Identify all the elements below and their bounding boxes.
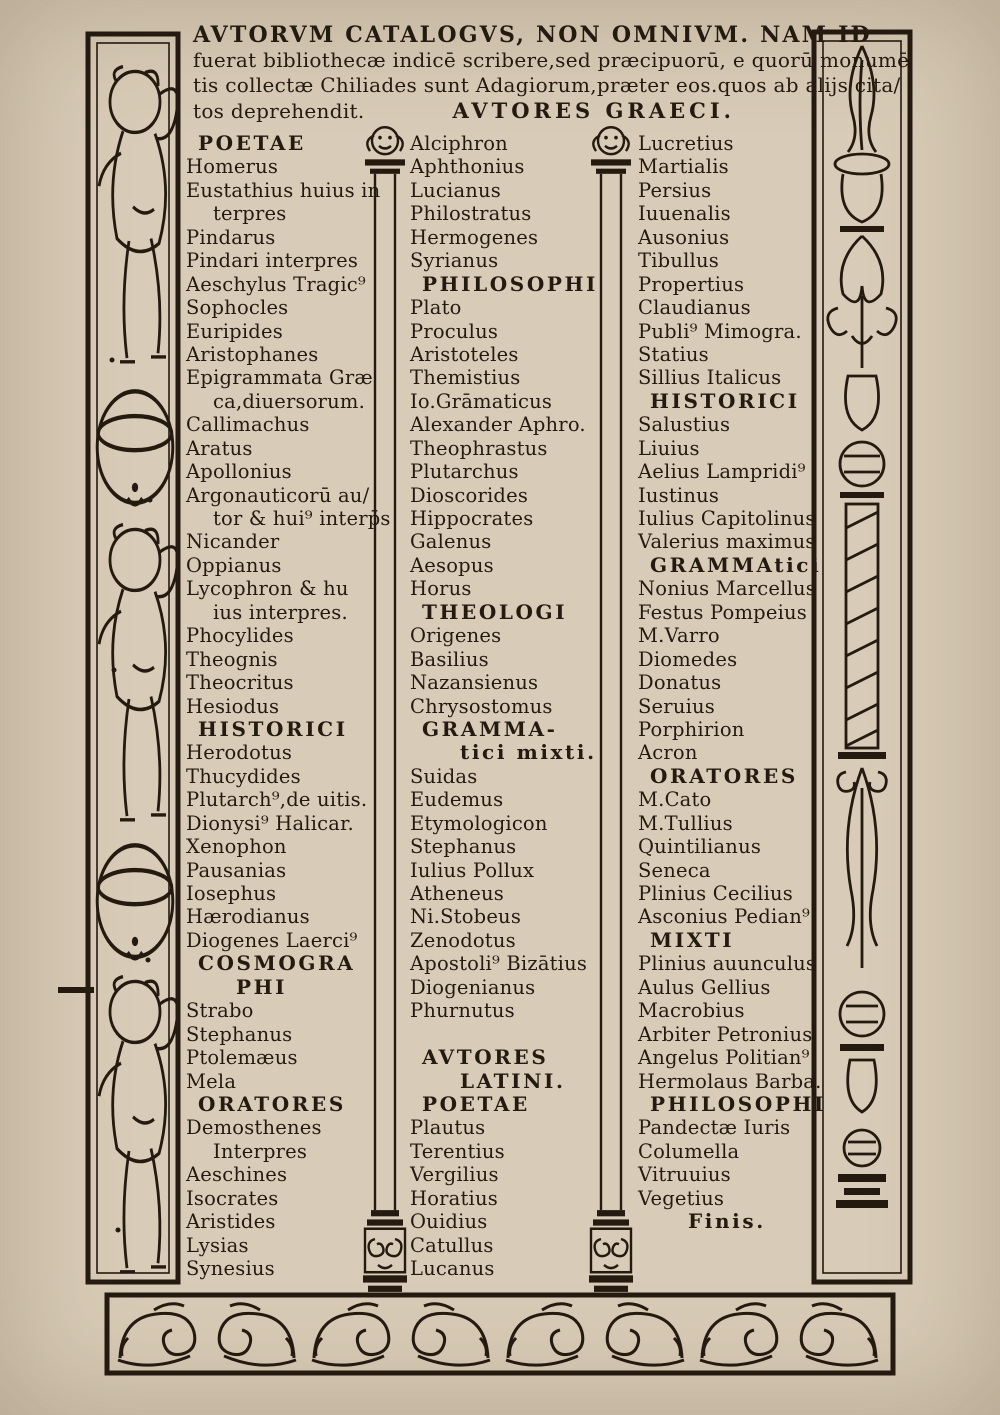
author-column-2 [410, 132, 598, 1280]
section-heading: AVTORES [422, 1045, 549, 1070]
catalog-entry: Diogenianus [410, 975, 536, 999]
catalog-title: AVTORVM CATALOGVS, NON OMNIVM. NAM ID [193, 22, 872, 48]
catalog-entry: Argonauticorū au/ [186, 483, 370, 507]
catalog-entry: Xenophon [186, 835, 287, 859]
catalog-entry: Stephanus [186, 1022, 293, 1046]
catalog-entry: Themistius [410, 366, 521, 390]
catalog-entry: Homerus [186, 155, 279, 179]
catalog-entry: Proculus [410, 319, 499, 343]
catalog-entry: Apostoli⁹ Bizātius [410, 952, 588, 976]
catalog-entry: Diomedes [638, 647, 738, 671]
catalog-entry: Aratus [186, 436, 253, 460]
catalog-entry: Interpres [213, 1139, 308, 1163]
catalog-entry: Apollonius [186, 460, 292, 484]
catalog-entry: Strabo [186, 999, 254, 1023]
catalog-entry: Terentius [410, 1139, 505, 1163]
catalog-entry: Sillius Italicus [638, 366, 782, 390]
catalog-entry: ca,diuersorum. [213, 389, 366, 413]
catalog-entry: Aesopus [410, 553, 494, 577]
section-heading: Finis. [688, 1209, 766, 1234]
catalog-entry: Plinius auunculus [638, 952, 817, 976]
section-heading: PHILOSOPHI [422, 271, 598, 296]
catalog-entry: Tibullus [638, 249, 719, 273]
catalog-entry: Lysias [186, 1233, 249, 1257]
catalog-entry: Aristides [186, 1210, 276, 1234]
catalog-entry: Valerius maximus [638, 530, 816, 554]
catalog-entry: Theophrastus [410, 436, 548, 460]
section-heading: HISTORICI [198, 716, 348, 741]
section-heading: PHI [236, 974, 288, 999]
catalog-entry: Etymologicon [410, 811, 548, 835]
catalog-entry: Dioscorides [410, 483, 529, 507]
catalog-entry: Galenus [410, 530, 492, 554]
catalog-entry: Lucianus [410, 178, 502, 202]
header-line-4: tos deprehendit. [193, 99, 365, 123]
section-heading: MIXTI [650, 927, 735, 952]
section-heading: GRAMMA- [422, 716, 558, 741]
catalog-entry: Horus [410, 577, 472, 601]
catalog-entry: Iuuenalis [638, 202, 731, 226]
catalog-entry: Plautus [410, 1116, 486, 1140]
catalog-entry: Callimachus [186, 413, 310, 437]
catalog-entry: Angelus Politian⁹ [638, 1046, 810, 1070]
catalog-entry: Publi⁹ Mimogra. [638, 319, 802, 343]
catalog-entry: Isocrates [186, 1186, 279, 1210]
catalog-entry: Eudemus [410, 788, 504, 812]
header-paragraph [193, 22, 910, 124]
catalog-entry: Vergilius [410, 1163, 499, 1187]
catalog-entry: Plinius Cecilius [638, 882, 794, 905]
catalog-entry: Aphthonius [410, 155, 525, 179]
left-border-putti-woodcut [84, 30, 182, 1286]
catalog-entry: Thucydides [186, 764, 301, 788]
blank-line [410, 1023, 582, 1046]
catalog-entry: Io.Grāmaticus [410, 389, 553, 413]
column-separator-left [358, 120, 412, 1295]
catalog-entry: Propertius [638, 272, 745, 296]
bottom-border-scroll-frieze [104, 1292, 896, 1376]
catalog-entry: Dionysi⁹ Halicar. [186, 811, 354, 835]
catalog-entry: Lycophron & hu [186, 577, 349, 601]
catalog-entry: Phocylides [186, 624, 294, 648]
catalog-entry: Nonius Marcellus [638, 577, 816, 601]
header-line-3: tis collectæ Chiliades sunt Adagiorum,præter eos.quos ab alijs cita/ [193, 73, 901, 97]
catalog-entry: Syrianus [410, 249, 499, 273]
catalog-entry: Acron [638, 741, 698, 765]
catalog-entry: Arbiter Petronius [638, 1022, 813, 1046]
catalog-entry: Euripides [186, 319, 283, 343]
catalog-entry: Philostratus [410, 202, 532, 226]
catalog-entry: Nicander [186, 530, 280, 554]
catalog-entry: Suidas [410, 764, 478, 788]
catalog-entry: Hermogenes [410, 225, 539, 249]
author-column-3 [638, 132, 826, 1234]
catalog-entry: Ni.Stobeus [410, 905, 522, 929]
catalog-entry: Theognis [186, 647, 278, 671]
catalog-entry: Ptolemæus [186, 1046, 298, 1070]
catalog-entry: Iulius Pollux [410, 858, 535, 882]
catalog-entry: tor & hui⁹ interp̄s [213, 507, 391, 530]
section-heading: PHILOSOPHI [650, 1091, 826, 1116]
catalog-entry: Herodotus [186, 741, 293, 765]
catalog-entry: Seneca [638, 858, 711, 882]
section-heading: tici mixti. [460, 740, 597, 765]
catalog-entry: Eustathius huius in [186, 178, 381, 202]
section-title-autores-graeci: AVTORES GRAECI. [452, 98, 735, 123]
catalog-entry: Aeschylus Tragic⁹ [186, 272, 366, 296]
catalog-entry: Hærodianus [186, 905, 310, 929]
catalog-entry: Basilius [410, 647, 489, 671]
catalog-entry: Sophocles [186, 296, 289, 320]
catalog-entry: Epigrammata Græ [186, 366, 373, 390]
catalog-entry: Demosthenes [186, 1116, 322, 1140]
catalog-entry: Hippocrates [410, 507, 534, 530]
section-heading: POETAE [422, 1091, 530, 1116]
column-separator-right [584, 120, 638, 1295]
catalog-entry: Porphirion [638, 717, 745, 741]
catalog-entry: Festus Pompeius [638, 600, 807, 624]
catalog-entry: Zenodotus [410, 928, 516, 952]
catalog-entry: Liuius [638, 436, 700, 460]
catalog-entry: Vitruuius [638, 1163, 731, 1187]
catalog-entry: Phurnutus [410, 999, 515, 1023]
header-line-2: fuerat bibliothecæ indicē scribere,sed præcipuorū, e quorū monumē [193, 48, 910, 72]
catalog-entry: Plutarch⁹,de uitis. [186, 788, 368, 812]
catalog-entry: Macrobius [638, 999, 745, 1023]
catalog-entry: Salustius [638, 413, 731, 437]
catalog-entry: Catullus [410, 1233, 494, 1257]
catalog-entry: Aeschines [186, 1163, 288, 1187]
section-heading: LATINI. [460, 1068, 566, 1093]
section-heading: THEOLOGI [422, 599, 568, 624]
catalog-entry: Aristophanes [186, 342, 319, 366]
catalog-entry: M.Varro [638, 624, 720, 648]
catalog-entry: Synesius [186, 1257, 275, 1280]
section-heading: GRAMMAtici [650, 552, 822, 577]
catalog-entry: Aelius Lampridi⁹ [638, 460, 806, 484]
catalog-entry: Pindarus [186, 225, 276, 249]
catalog-entry: M.Cato [638, 788, 712, 812]
catalog-entry: Donatus [638, 671, 722, 695]
catalog-entry: Statius [638, 342, 709, 366]
catalog-entry: Plutarchus [410, 460, 519, 484]
catalog-entry: Ouidius [410, 1210, 488, 1234]
catalog-entry: Lucanus [410, 1257, 495, 1280]
catalog-entry: Iosephus [186, 882, 277, 905]
catalog-entry: terpres [213, 202, 287, 226]
catalog-entry: Atheneus [410, 882, 504, 905]
section-heading: POETAE [198, 131, 306, 155]
author-column-1 [186, 131, 391, 1280]
catalog-entry: Origenes [410, 624, 502, 648]
catalog-entry: Vegetius [638, 1186, 725, 1210]
catalog-entry: Iustinus [638, 483, 720, 507]
section-heading: COSMOGRA [198, 951, 356, 976]
stray-ink-mark [58, 987, 94, 993]
catalog-entry: Oppianus [186, 553, 282, 577]
catalog-entry: Nazansienus [410, 671, 539, 695]
catalog-entry: Iulius Capitolinus [638, 507, 816, 530]
catalog-entry: Pausanias [186, 858, 287, 882]
catalog-entry: Pindari interpres [186, 249, 359, 273]
catalog-entry: Pandectæ Iuris [638, 1116, 791, 1140]
catalog-entry: Alciphron [410, 132, 508, 155]
catalog-entry: Hesiodus [186, 694, 280, 718]
catalog-entry: Persius [638, 178, 712, 202]
section-heading: ORATORES [650, 763, 798, 788]
catalog-entry: Lucretius [638, 132, 734, 155]
catalog-entry: Quintilianus [638, 835, 762, 859]
section-heading: HISTORICI [650, 388, 800, 413]
catalog-entry: ius interpres. [213, 600, 348, 624]
catalog-entry: Claudianus [638, 296, 751, 320]
catalog-entry: Stephanus [410, 835, 517, 859]
catalog-entry: Martialis [638, 155, 729, 179]
catalog-entry: Hermolaus Barba. [638, 1069, 822, 1093]
catalog-entry: Plato [410, 296, 462, 320]
catalog-entry: Theocritus [186, 671, 294, 695]
catalog-entry: M.Tullius [638, 811, 733, 835]
catalog-entry: Diogenes Laerci⁹ [186, 928, 358, 952]
catalog-entry: Mela [186, 1069, 237, 1093]
catalog-entry: Chrysostomus [410, 694, 553, 718]
catalog-entry: Horatius [410, 1186, 498, 1210]
catalog-entry: Columella [638, 1139, 740, 1163]
catalog-entry: Aristoteles [410, 342, 519, 366]
catalog-entry: Alexander Aphro. [410, 413, 586, 437]
catalog-entry: Ausonius [638, 225, 730, 249]
catalog-entry: Seruius [638, 694, 715, 718]
catalog-entry: Asconius Pedian⁹ [638, 905, 811, 929]
catalog-entry: Aulus Gellius [638, 975, 771, 999]
section-heading: ORATORES [198, 1091, 346, 1116]
